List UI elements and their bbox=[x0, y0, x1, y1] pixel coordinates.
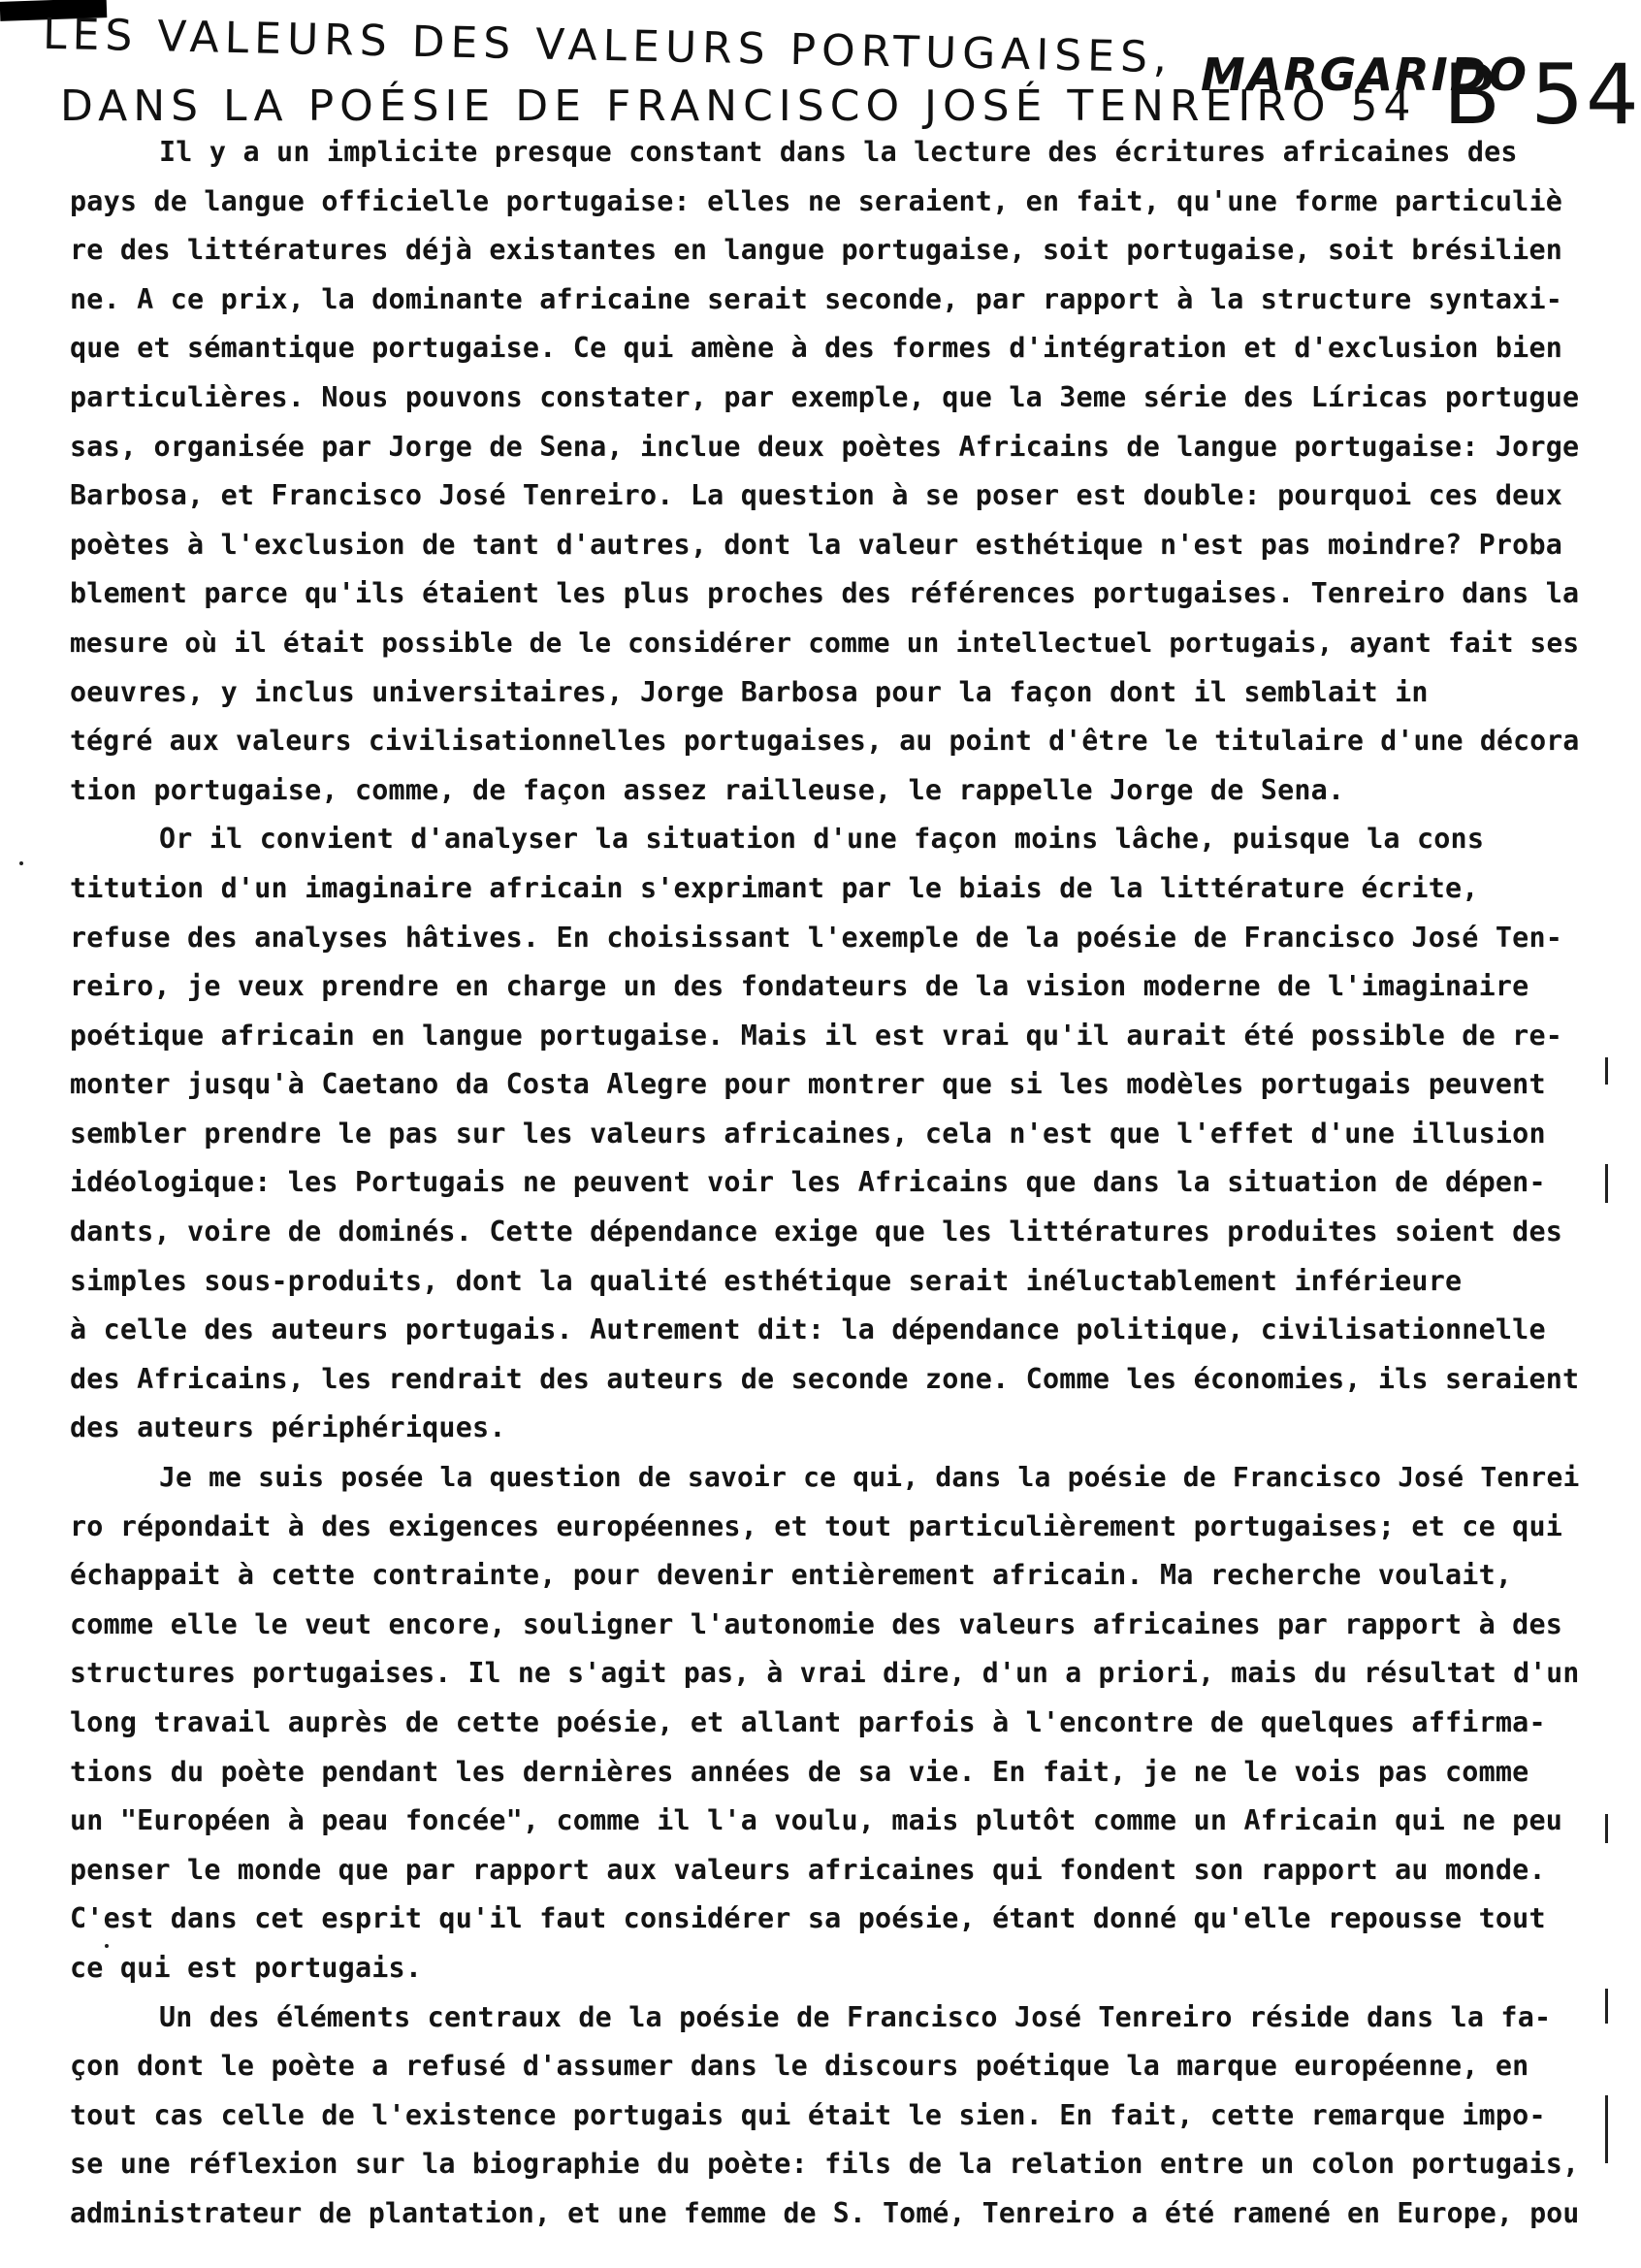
text-line: titution d'un imaginaire africain s'exprimant par le biais de la littérature écrite, bbox=[70, 871, 1479, 904]
text-line: çon dont le poète a refusé d'assumer dans le discours poétique la marque européenne, en bbox=[70, 2050, 1529, 2083]
text-line: dants, voire de dominés. Cette dépendance exige que les littératures produites soient des bbox=[70, 1215, 1563, 1248]
text-line: ro répondait à des exigences européennes, et tout particulièrement portugaises; et ce qui bbox=[70, 1509, 1563, 1542]
text-line: Un des éléments centraux de la poésie de Francisco José Tenreiro réside dans la fa- bbox=[159, 2000, 1552, 2033]
body-text bbox=[70, 128, 1579, 2239]
text-line: un "Européen à peau foncée", comme il l'a voulu, mais plutôt comme un Africain qui ne peu bbox=[70, 1804, 1563, 1837]
text-line: comme elle le veut encore, souligner l'autonomie des valeurs africaines par rapport à des bbox=[70, 1607, 1563, 1640]
text-line: C'est dans cet esprit qu'il faut considérer sa poésie, étant donné qu'elle repousse tout bbox=[70, 1902, 1546, 1935]
text-line: des auteurs périphériques. bbox=[70, 1411, 506, 1444]
text-line: sembler prendre le pas sur les valeurs africaines, cela n'est que l'effet d'une illusion bbox=[70, 1117, 1546, 1150]
text-line: mesure où il était possible de le considérer comme un intellectuel portugais, ayant fait ses bbox=[70, 626, 1580, 659]
paragraph bbox=[70, 128, 1579, 815]
scan-speck bbox=[105, 1944, 109, 1948]
text-line: des Africains, les rendrait des auteurs de seconde zone. Comme les économies, ils seraient bbox=[70, 1362, 1580, 1395]
text-line: reiro, je veux prendre en charge un des fondateurs de la vision moderne de l'imaginaire bbox=[70, 970, 1529, 1003]
handwritten-title-line-1: LES VALEURS DES VALEURS PORTUGAISES, bbox=[42, 9, 1174, 83]
paragraph bbox=[70, 815, 1579, 1453]
text-line: simples sous-produits, dont la qualité esthétique serait inéluctablement inférieure bbox=[70, 1264, 1463, 1297]
text-line: penser le monde que par rapport aux valeurs africaines qui fondent son rapport au monde. bbox=[70, 1853, 1546, 1886]
text-line: poètes à l'exclusion de tant d'autres, dont la valeur esthétique n'est pas moindre? Proba bbox=[70, 528, 1563, 561]
paragraph bbox=[70, 1453, 1579, 1993]
text-line: administrateur de plantation, et une femme de S. Tomé, Tenreiro a été ramené en Europe, pou bbox=[70, 2196, 1580, 2229]
text-line: sas, organisée par Jorge de Sena, inclue deux poètes Africains de langue portugaise: Jorge bbox=[70, 430, 1580, 463]
text-line: idéologique: les Portugais ne peuvent voir les Africains que dans la situation de dépen- bbox=[70, 1166, 1546, 1199]
margin-tick bbox=[1605, 2095, 1608, 2163]
handwritten-title-line-2: DANS LA POÉSIE DE FRANCISCO JOSÉ TENREIRO 54 bbox=[60, 81, 1417, 131]
margin-tick bbox=[1605, 1989, 1608, 2024]
margin-tick bbox=[1605, 1057, 1608, 1085]
text-line: particulières. Nous pouvons constater, par exemple, que la 3eme série des Líricas portugue bbox=[70, 380, 1580, 413]
margin-tick bbox=[1605, 1164, 1608, 1203]
text-line: que et sémantique portugaise. Ce qui amène à des formes d'intégration et d'exclusion bien bbox=[70, 332, 1563, 365]
text-line: se une réflexion sur la biographie du poète: fils de la relation entre un colon portugais, bbox=[70, 2148, 1580, 2181]
text-line: Il y a un implicite presque constant dans la lecture des écritures africaines des bbox=[159, 136, 1518, 168]
text-line: re des littératures déjà existantes en langue portugaise, soit portugaise, soit brésilien bbox=[70, 234, 1563, 267]
scan-speck bbox=[19, 861, 23, 865]
text-line: long travail auprès de cette poésie, et allant parfois à l'encontre de quelques affirma- bbox=[70, 1706, 1546, 1738]
text-line: Je me suis posée la question de savoir ce qui, dans la poésie de Francisco José Tenrei bbox=[159, 1461, 1580, 1494]
text-line: refuse des analyses hâtives. En choisissant l'exemple de la poésie de Francisco José Ten- bbox=[70, 921, 1563, 954]
text-line: Or il convient d'analyser la situation d'une façon moins lâche, puisque la cons bbox=[159, 823, 1485, 856]
text-line: ne. A ce prix, la dominante africaine serait seconde, par rapport à la structure syntaxi- bbox=[70, 282, 1563, 315]
text-line: tout cas celle de l'existence portugais qui était le sien. En fait, cette remarque impo- bbox=[70, 2098, 1546, 2131]
text-line: à celle des auteurs portugais. Autrement dit: la dépendance politique, civilisationnelle bbox=[70, 1313, 1546, 1346]
text-line: monter jusqu'à Caetano da Costa Alegre pour montrer que si les modèles portugais peuvent bbox=[70, 1068, 1546, 1101]
text-line: blement parce qu'ils étaient les plus proches des références portugaises. Tenreiro dans la bbox=[70, 577, 1580, 610]
paragraph bbox=[70, 1993, 1579, 2239]
text-line: pays de langue officielle portugaise: elles ne seraient, en fait, qu'une forme particuliè bbox=[70, 184, 1563, 217]
text-line: tion portugaise, comme, de façon assez railleuse, le rappelle Jorge de Sena. bbox=[70, 773, 1345, 806]
text-line: structures portugaises. Il ne s'agit pas, à vrai dire, d'un a priori, mais du résultat d'un bbox=[70, 1657, 1580, 1690]
text-line: ce qui est portugais. bbox=[70, 1951, 423, 1984]
text-line: échappait à cette contrainte, pour devenir entièrement africain. Ma recherche voulait, bbox=[70, 1559, 1513, 1592]
text-line: tégré aux valeurs civilisationnelles portugaises, au point d'être le titulaire d'une décora bbox=[70, 725, 1580, 758]
text-line: Barbosa, et Francisco José Tenreiro. La question à se poser est double: pourquoi ces deux bbox=[70, 479, 1563, 512]
text-line: poétique africain en langue portugaise. Mais il est vrai qu'il aurait été possible de re- bbox=[70, 1019, 1563, 1052]
text-line: tions du poète pendant les dernières années de sa vie. En fait, je ne le vois pas comme bbox=[70, 1755, 1529, 1788]
handwritten-page-mark: B 54 bbox=[1443, 47, 1641, 144]
margin-tick bbox=[1605, 1814, 1608, 1843]
text-line: oeuvres, y inclus universitaires, Jorge Barbosa pour la façon dont il semblait in bbox=[70, 675, 1429, 708]
handwritten-author: MARGARIDO bbox=[1201, 49, 1528, 101]
